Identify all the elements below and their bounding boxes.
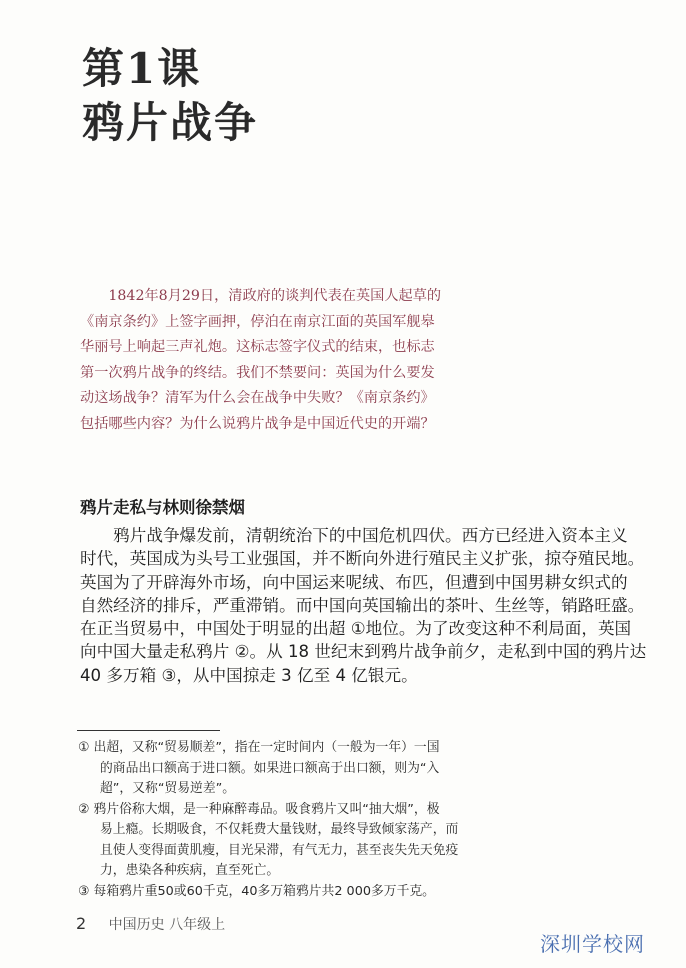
footnotes — [78, 738, 458, 902]
body-line: 时代，英国成为头号工业强国，并不断向外进行殖民主义扩张，掠夺殖民地。 — [80, 549, 645, 569]
footnote-divider — [77, 730, 220, 731]
book-title: 中国历史 八年级上 — [108, 917, 226, 933]
footnote-2-cont: 力，患染各种疾病，直至死亡。 — [100, 863, 280, 878]
footnote-2-cont: 易上瘾。长期吸食，不仅耗费大量钱财，最终导致倾家荡产，而 — [100, 822, 459, 837]
body-line: 向中国大量走私鸦片 ②。从 18 世纪末到鸦片战争前夕，走私到中国的鸦片达 — [80, 642, 647, 662]
body-line: 自然经济的排斥，严重滞销。而中国向英国输出的茶叶、生丝等，销路旺盛。 — [80, 595, 645, 615]
intro-line: 1842年8月29日，清政府的谈判代表在英国人起草的 — [80, 288, 442, 304]
footnote-2-cont: 且使人变得面黄肌瘦，目光呆滞，有气无力，甚至丧失先天免疫 — [100, 842, 459, 858]
page-number: 2 — [76, 914, 87, 933]
intro-paragraph — [80, 284, 490, 437]
lesson-number: 第1课 — [82, 44, 202, 93]
intro-line: 包括哪些内容？为什么说鸦片战争是中国近代史的开端？ — [80, 415, 435, 432]
intro-line: 第一次鸦片战争的终结。我们不禁要问：英国为什么要发 — [80, 364, 435, 381]
page-footer — [76, 914, 225, 934]
body-line: 40 多万箱 ③，从中国掠走 3 亿至 4 亿银元。 — [80, 665, 418, 685]
body-line: 英国为了开辟海外市场，向中国运来呢绒、布匹，但遭到中国男耕女织式的 — [80, 572, 628, 592]
footnote-3: ③ 每箱鸦片重50或60千克，40多万箱鸦片共2 000多万千克。 — [78, 883, 435, 899]
section-heading: 鸦片走私与林则徐禁烟 — [80, 498, 245, 517]
body-line: 在正当贸易中，中国处于明显的出超 ①地位。为了改变这种不利局面，英国 — [80, 619, 632, 639]
footnote-1-cont: 的商品出口额高于进口额。如果进口额高于出口额，则为“入 — [100, 760, 440, 776]
footnote-1-cont: 超”，又称“贸易逆差”。 — [100, 781, 236, 796]
footnote-2: ② 鸦片俗称大烟，是一种麻醉毒品。吸食鸦片又叫“抽大烟”，极 — [78, 801, 440, 817]
lesson-title: 鸦片战争 — [82, 98, 259, 147]
intro-line: 动这场战争？清军为什么会在战争中失败？《南京条约》 — [80, 390, 435, 406]
intro-line: 《南京条约》上签字画押，停泊在南京江面的英国军舰皋 — [80, 313, 435, 330]
watermark: 深圳学校网 — [540, 932, 645, 956]
footnote-1: ① 出超，又称“贸易顺差”，指在一定时间内（一般为一年）一国 — [78, 740, 440, 755]
intro-line: 华丽号上响起三声礼炮。这标志签字仪式的结束，也标志 — [80, 339, 435, 355]
body-paragraph — [80, 524, 646, 687]
body-line: 鸦片战争爆发前，清朝统治下的中国危机四伏。西方已经进入资本主义 — [80, 526, 628, 545]
